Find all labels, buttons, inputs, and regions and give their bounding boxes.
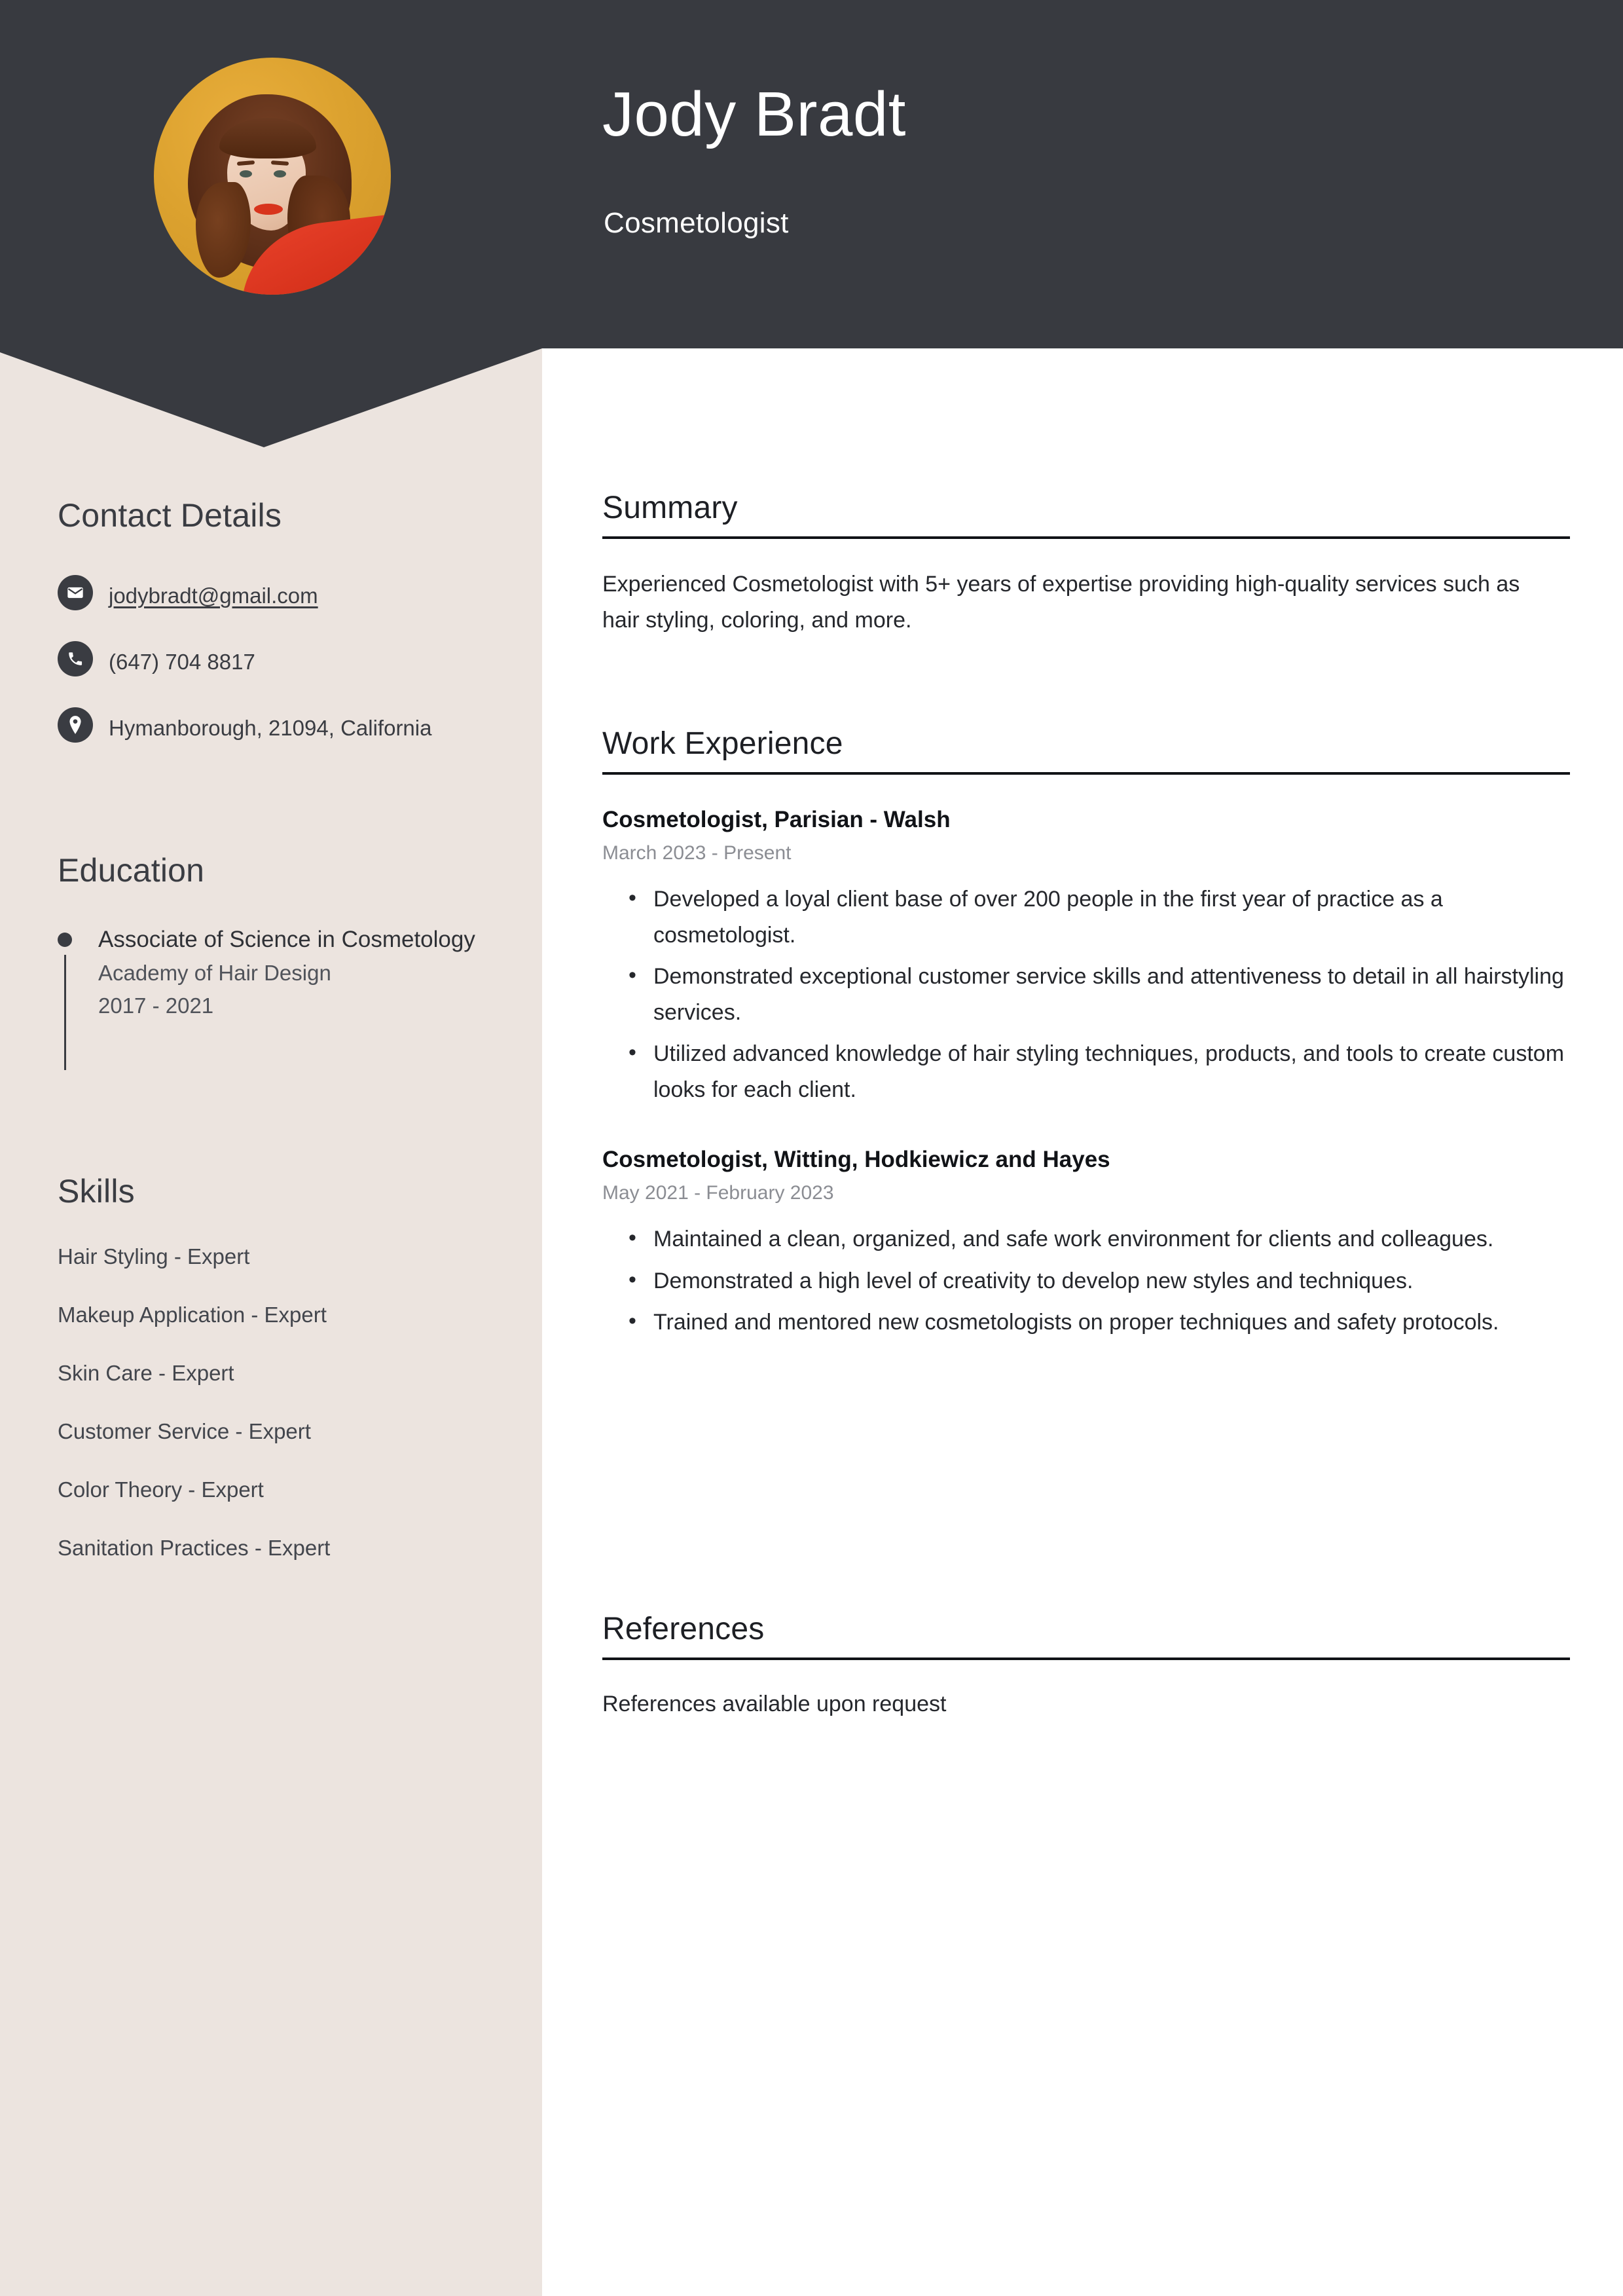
skills-heading: Skills <box>58 1173 135 1210</box>
hair-curl-left <box>196 182 251 278</box>
job-bullet: • Trained and mentored new cosmetologists on proper techniques and safety protocols. <box>653 1305 1571 1341</box>
avatar-portrait-illustration <box>154 58 391 295</box>
work-experience-heading: Work Experience <box>602 726 843 761</box>
job-title: Cosmetologist, Parisian - Walsh <box>602 807 951 832</box>
eye-right <box>274 170 286 177</box>
summary-section <box>602 490 1571 639</box>
phone-icon <box>58 641 93 676</box>
envelope-icon <box>58 575 93 610</box>
lips <box>254 204 283 215</box>
summary-divider <box>602 536 1570 539</box>
contact-item-phone[interactable] <box>58 641 490 680</box>
references-text: References available upon request <box>602 1692 947 1716</box>
job-entry <box>602 805 1571 1108</box>
eye-left <box>240 170 252 177</box>
timeline-line <box>64 955 66 1070</box>
contact-location-text: Hymanborough, 21094, California <box>109 715 432 740</box>
education-item <box>58 923 490 1022</box>
skills-list <box>58 1244 503 1594</box>
job-bullet: • Utilized advanced knowledge of hair styling techniques, products, and tools to create custom looks for each client. <box>653 1036 1571 1108</box>
education-heading: Education <box>58 852 205 889</box>
summary-text: Experienced Cosmetologist with 5+ years of expertise providing high-quality services such as hair styling, coloring, and more. <box>602 572 1520 633</box>
contact-details-heading: Contact Details <box>58 497 282 534</box>
skill-item: Color Theory - Expert <box>58 1477 264 1502</box>
contact-email-text[interactable]: jodybradt@gmail.com <box>109 583 318 608</box>
skill-item: Sanitation Practices - Expert <box>58 1536 331 1560</box>
references-section <box>602 1611 1571 1722</box>
contact-item-location <box>58 707 490 746</box>
skill-item: Skin Care - Expert <box>58 1361 234 1385</box>
job-bullet-list <box>602 1221 1571 1340</box>
summary-heading: Summary <box>602 491 738 525</box>
references-divider <box>602 1657 1570 1660</box>
avatar <box>154 58 391 295</box>
work-experience-section <box>602 726 1571 1346</box>
skill-item: Makeup Application - Expert <box>58 1303 327 1327</box>
job-bullet-list <box>602 881 1571 1108</box>
references-heading: References <box>602 1612 765 1646</box>
education-school: Academy of Hair Design <box>98 960 331 985</box>
job-bullet: • Developed a loyal client base of over 200 people in the first year of practice as a cosmetologist. <box>653 881 1571 954</box>
timeline-dot <box>58 933 72 947</box>
education-dates: 2017 - 2021 <box>98 993 214 1018</box>
work-experience-divider <box>602 772 1570 775</box>
skill-item: Customer Service - Expert <box>58 1419 311 1443</box>
job-entry <box>602 1145 1571 1340</box>
job-bullet: • Maintained a clean, organized, and safe work environment for clients and colleagues. <box>653 1221 1571 1257</box>
job-title: Cosmetologist, Witting, Hodkiewicz and Hayes <box>602 1147 1110 1173</box>
job-dates: May 2021 - February 2023 <box>602 1181 834 1204</box>
candidate-name: Jody Bradt <box>602 79 906 149</box>
location-pin-icon <box>58 707 93 743</box>
education-list <box>58 923 490 1022</box>
candidate-job-title: Cosmetologist <box>604 207 789 239</box>
job-bullet: • Demonstrated a high level of creativity to develop new styles and techniques. <box>653 1263 1571 1299</box>
contact-item-email[interactable] <box>58 575 490 614</box>
contact-phone-text[interactable]: (647) 704 8817 <box>109 649 255 674</box>
skill-item: Hair Styling - Expert <box>58 1244 250 1268</box>
contact-list <box>58 575 490 773</box>
job-bullet: • Demonstrated exceptional customer service skills and attentiveness to detail in all hairstyling services. <box>653 959 1571 1031</box>
education-degree: Associate of Science in Cosmetology <box>98 927 475 952</box>
job-dates: March 2023 - Present <box>602 842 792 864</box>
